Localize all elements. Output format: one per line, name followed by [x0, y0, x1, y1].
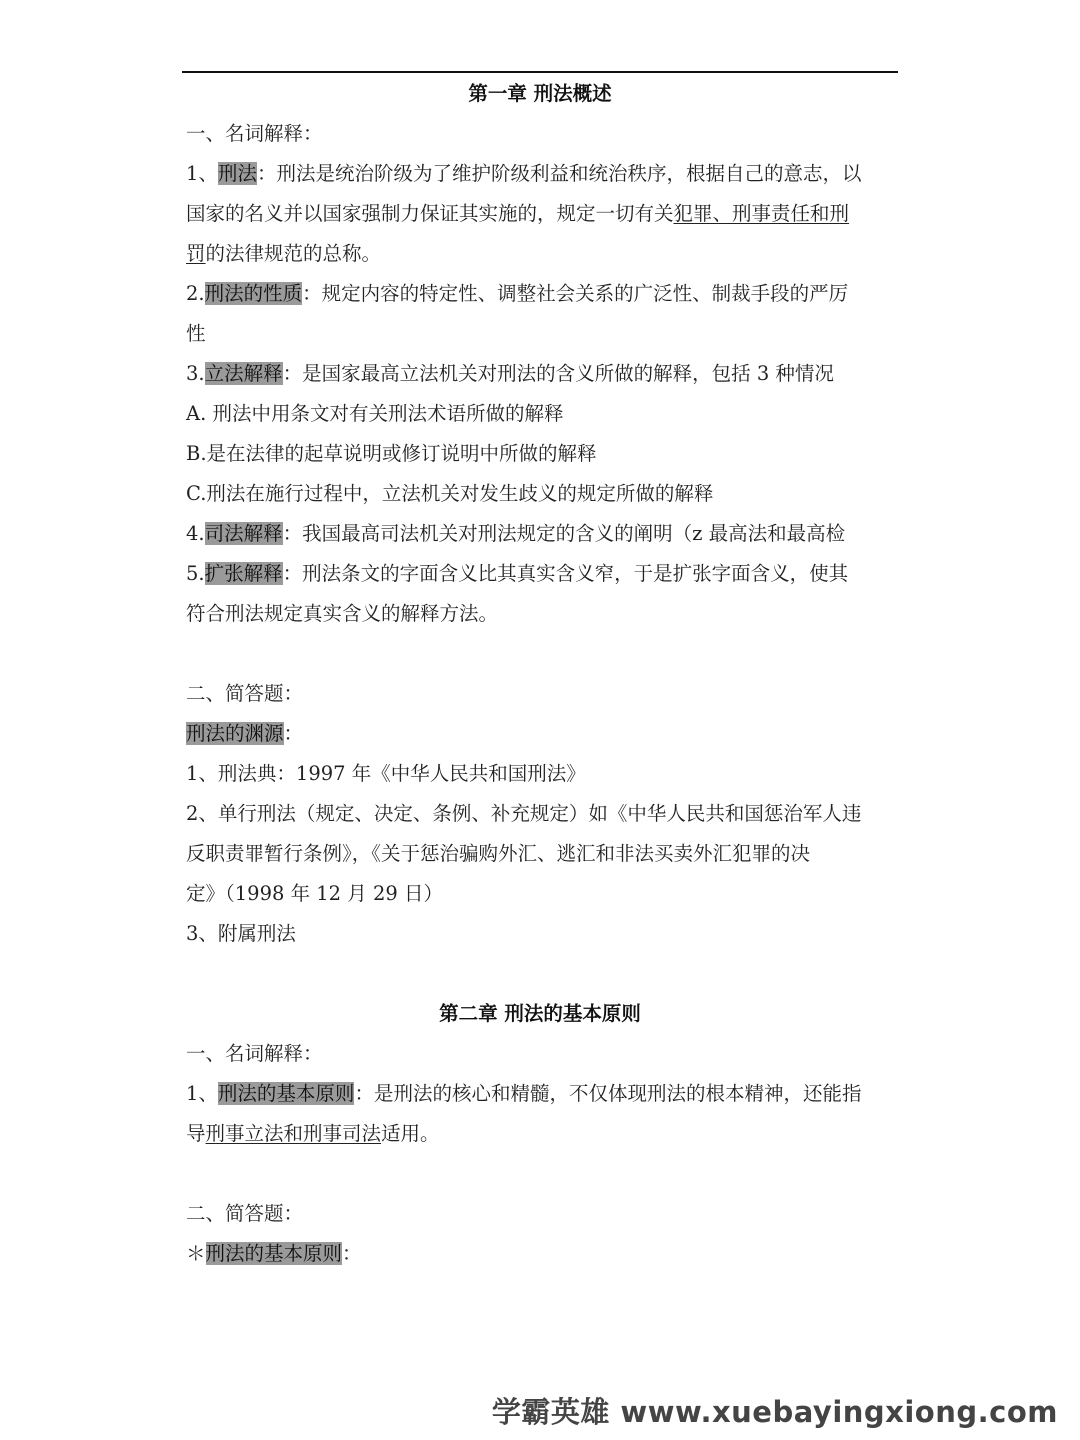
ch1-term2-line1: 2.刑法的性质：规定内容的特定性、调整社会关系的广泛性、制裁手段的严厉 [186, 282, 849, 305]
ch1-source3: 3、附属刑法 [186, 922, 296, 945]
ch1-term3: 3.立法解释：是国家最高立法机关对刑法的含义所做的解释，包括 3 种情况 [186, 362, 834, 385]
ch1-term2-line2: 性 [186, 322, 206, 345]
ch1-source1: 1、刑法典：1997 年《中华人民共和国刑法》 [186, 762, 586, 785]
ch1-term1-line2: 国家的名义并以国家强制力保证其实施的，规定一切有关犯罪、刑事责任和刑 [186, 202, 850, 225]
ch2-question1: ＊刑法的基本原则： [186, 1242, 362, 1265]
chapter2-title: 第二章 刑法的基本原则 [439, 1002, 641, 1025]
ch2-term1-line2: 导刑事立法和刑事司法适用。 [186, 1122, 440, 1145]
ch1-question1: 刑法的渊源： [186, 722, 304, 745]
term-highlight: 刑法的性质 [204, 282, 303, 305]
ch1-section-terms: 一、名词解释： [186, 122, 323, 145]
term-highlight: 刑法 [217, 162, 257, 185]
ch1-term5-line2: 符合刑法规定真实含义的解释方法。 [186, 602, 499, 625]
ch1-term3-c: C.刑法在施行过程中，立法机关对发生歧义的规定所做的解释 [186, 482, 714, 505]
ch1-source2-line2: 反职责罪暂行条例》，《关于惩治骗购外汇、逃汇和非法买卖外汇犯罪的决 [186, 842, 811, 865]
ch2-section-terms: 一、名词解释： [186, 1042, 323, 1065]
ch1-source2-line1: 2、单行刑法（规定、决定、条例、补充规定）如《中华人民共和国惩治军人违 [186, 802, 862, 825]
ch1-source2-line3: 定》（1998 年 12 月 29 日） [186, 882, 443, 905]
underlined-text: 犯罪、刑事责任和刑 [673, 202, 850, 225]
ch1-term4: 4.司法解释：我国最高司法机关对刑法规定的含义的阐明（z 最高法和最高检 [186, 522, 846, 545]
watermark: 学霸英雄 www.xuebayingxiong.com [491, 1395, 1058, 1429]
ch1-section-questions: 二、简答题： [186, 682, 304, 705]
chapter1-title: 第一章 刑法概述 [468, 82, 612, 105]
term-highlight: 立法解释 [204, 362, 283, 385]
ch1-term3-a: A. 刑法中用条文对有关刑法术语所做的解释 [186, 402, 564, 425]
ch2-section-questions: 二、简答题： [186, 1202, 304, 1225]
ch1-term5-line1: 5.扩张解释：刑法条文的字面含义比其真实含义窄，于是扩张字面含义，使其 [186, 562, 849, 585]
term-highlight: 刑法的渊源 [186, 722, 284, 745]
term-highlight: 司法解释 [204, 522, 283, 545]
term-highlight: 刑法的基本原则 [217, 1082, 355, 1105]
underlined-text: 刑事立法和刑事司法 [205, 1122, 382, 1145]
term-highlight: 刑法的基本原则 [205, 1242, 343, 1265]
ch2-term1-line1: 1、刑法的基本原则：是刑法的核心和精髓，不仅体现刑法的根本精神，还能指 [186, 1082, 862, 1105]
ch1-term1-line3: 罚的法律规范的总称。 [186, 242, 382, 265]
underlined-text: 罚 [186, 242, 206, 265]
ch1-term1-line1: 1、刑法：刑法是统治阶级为了维护阶级利益和统治秩序，根据自己的意志，以 [186, 162, 862, 185]
ch1-term3-b: B.是在法律的起草说明或修订说明中所做的解释 [186, 442, 597, 465]
header-rule [182, 71, 898, 73]
bullet-icon: ＊ [186, 1242, 206, 1265]
term-highlight: 扩张解释 [204, 562, 283, 585]
